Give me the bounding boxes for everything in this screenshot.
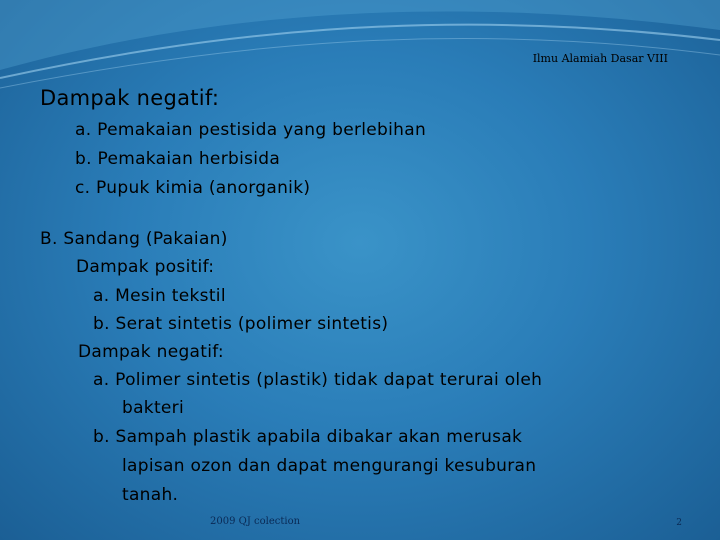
negative-item: a. Polimer sintetis (plastik) tidak dapat terurai oleh bbox=[93, 370, 543, 390]
negative-heading: Dampak negatif: bbox=[78, 342, 224, 362]
section-a-heading: Dampak negatif: bbox=[40, 86, 220, 110]
positive-heading: Dampak positif: bbox=[76, 257, 215, 277]
section-b-heading: B. Sandang (Pakaian) bbox=[40, 229, 228, 249]
slide-header-title: Ilmu Alamiah Dasar VIII bbox=[532, 52, 668, 65]
positive-item: b. Serat sintetis (polimer sintetis) bbox=[93, 314, 389, 334]
negative-item-continuation: tanah. bbox=[122, 485, 179, 505]
negative-item-continuation: bakteri bbox=[122, 398, 184, 418]
section-a-item: c. Pupuk kimia (anorganik) bbox=[75, 178, 311, 198]
section-a-item: b. Pemakaian herbisida bbox=[75, 149, 281, 169]
positive-item: a. Mesin tekstil bbox=[93, 286, 226, 306]
page-number: 2 bbox=[676, 518, 682, 528]
section-a-item: a. Pemakaian pestisida yang berlebihan bbox=[75, 120, 427, 140]
negative-item: b. Sampah plastik apabila dibakar akan merusak bbox=[93, 427, 523, 447]
negative-item-continuation: lapisan ozon dan dapat mengurangi kesuburan bbox=[122, 456, 537, 476]
footer-collection: 2009 QJ colection bbox=[210, 516, 301, 527]
